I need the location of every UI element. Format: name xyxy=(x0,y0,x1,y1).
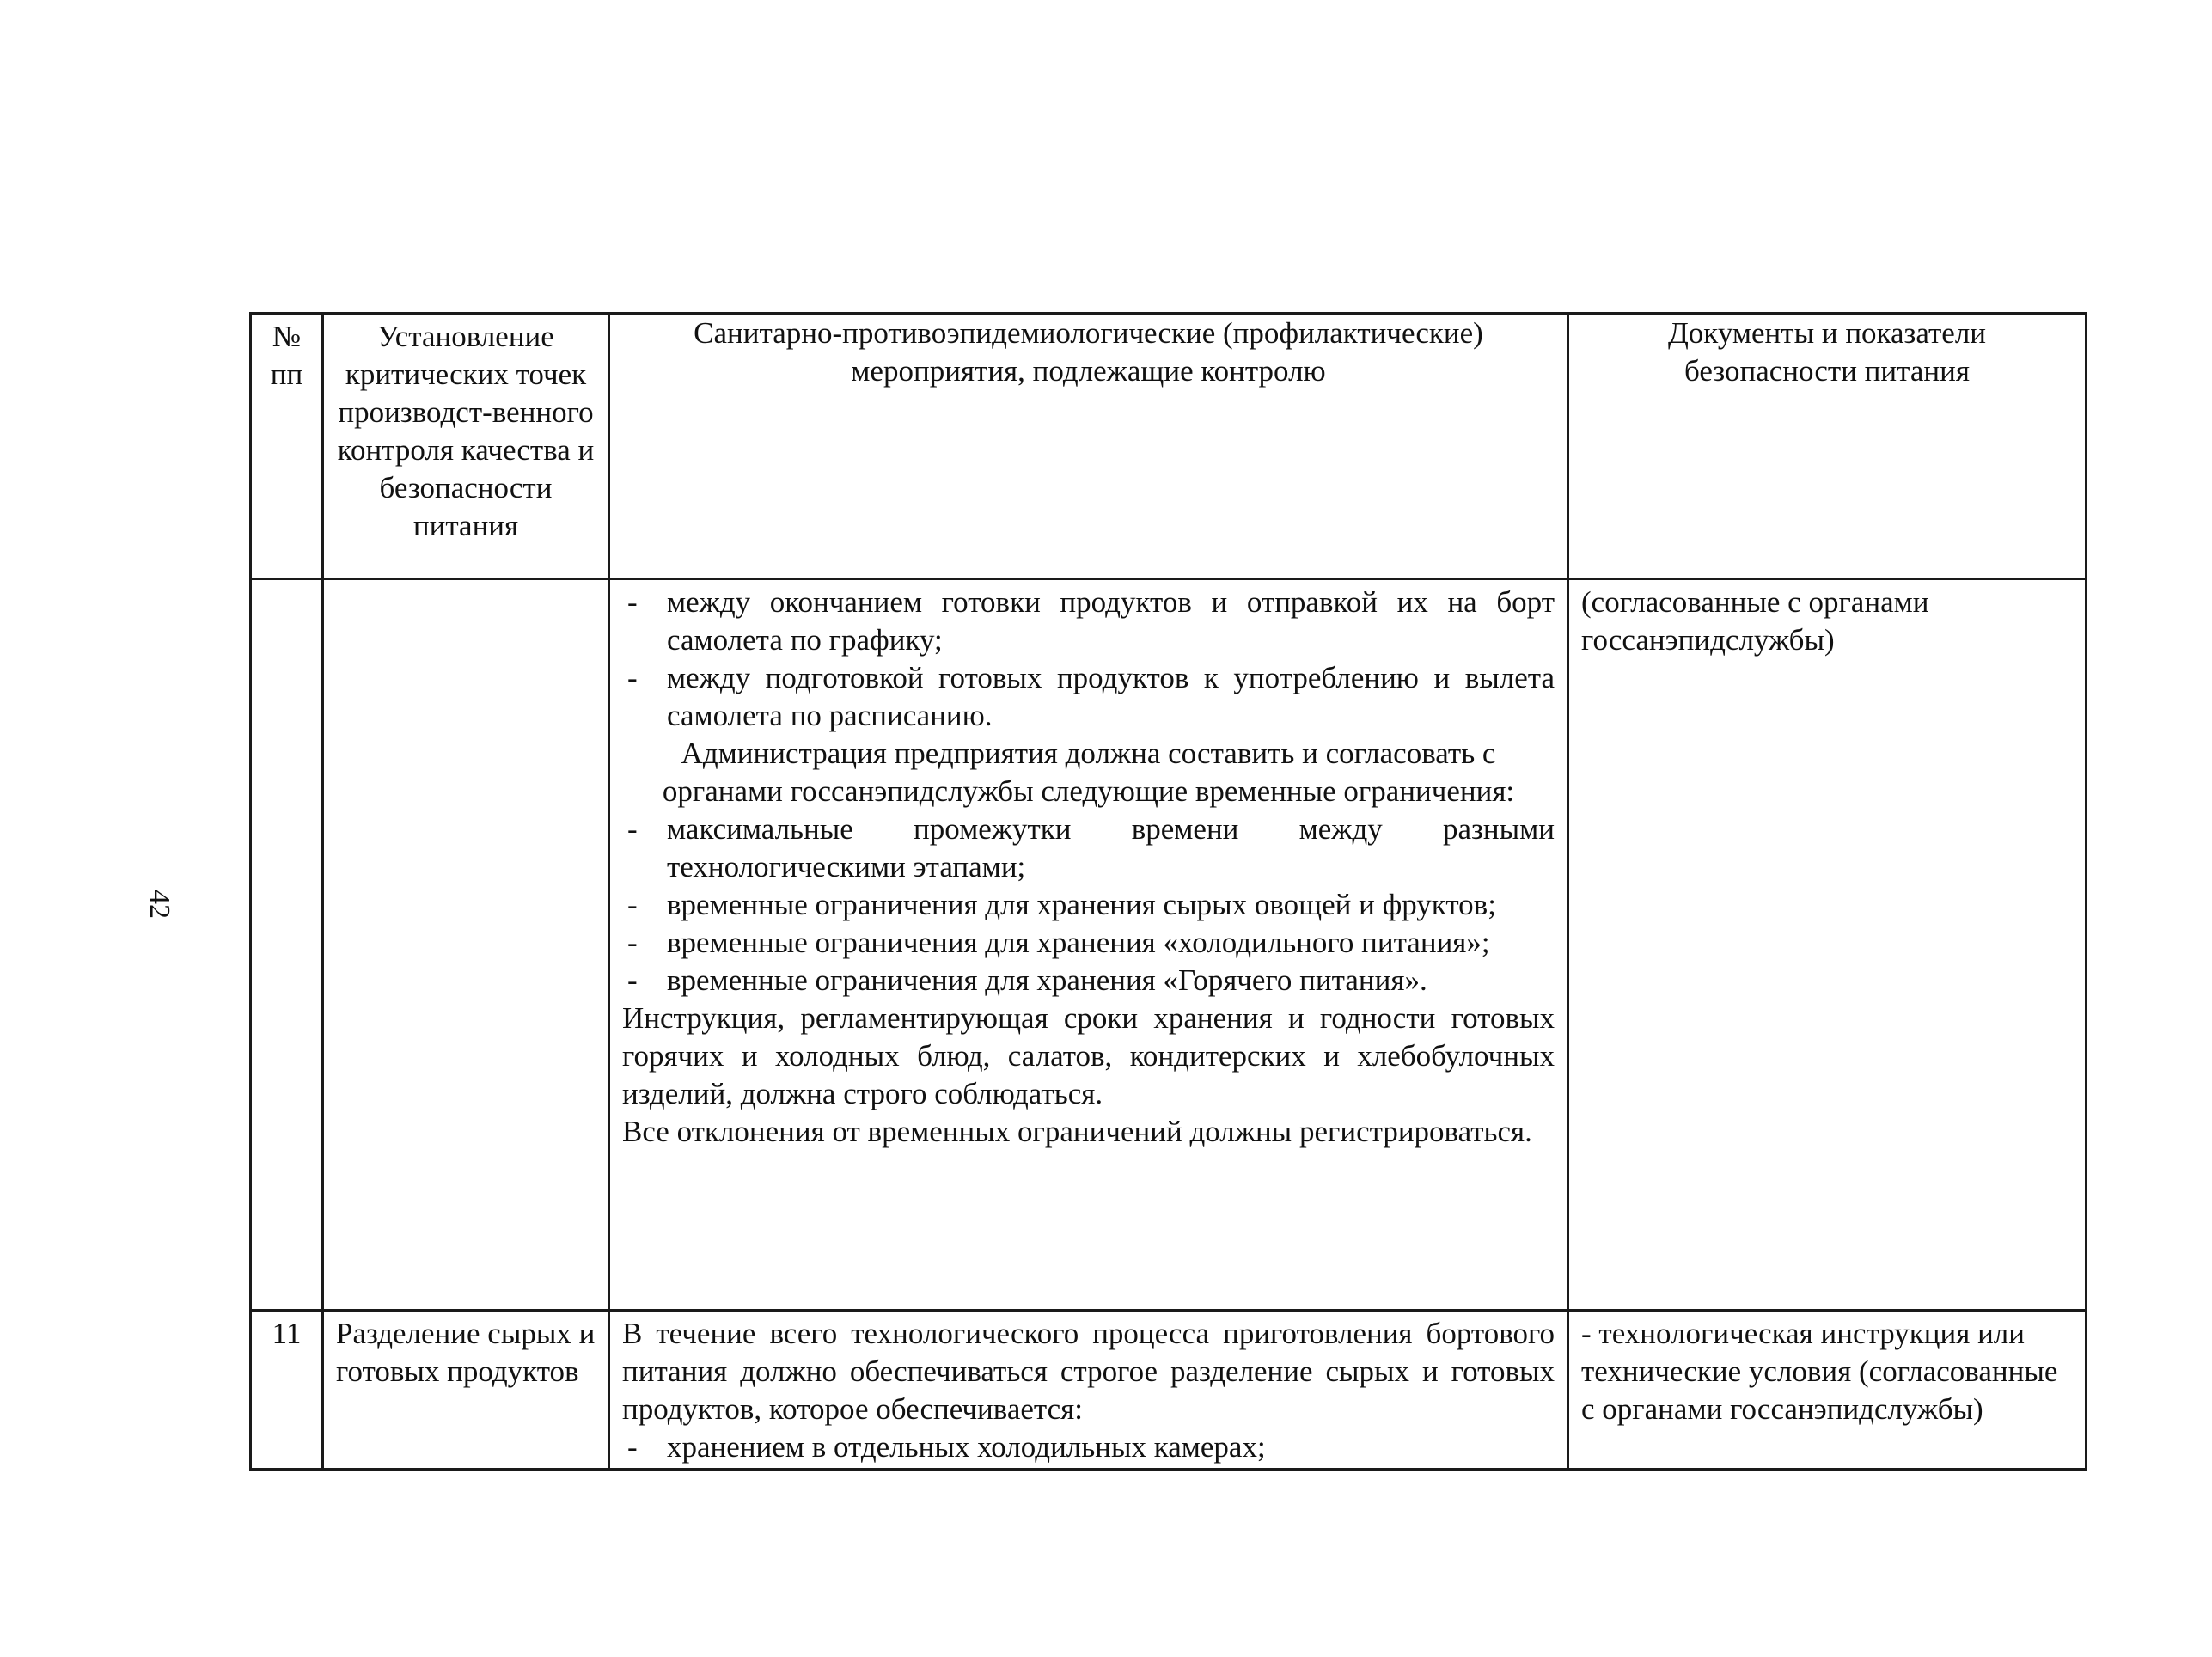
header-number: № пп xyxy=(251,314,323,579)
paragraph: Инструкция, регламентирующая сроки хранения и годности готовых горячих и холодных блюд, салатов, кондитерских и хлебобулочных изделий, должна строго соблюдаться. xyxy=(622,1001,1555,1110)
list-item: - между окончанием готовки продуктов и отправкой их на борт самолета по графику; xyxy=(622,584,1555,659)
list-item: - временные ограничения для хранения «Горячего питания». xyxy=(622,962,1555,1000)
header-measures: Санитарно-противоэпидемиологические (профилактические) мероприятия, подлежащие контролю xyxy=(609,314,1568,579)
page-number: 42 xyxy=(144,890,175,919)
row-number xyxy=(251,579,323,1311)
row-documents: - технологическая инструкция или технические условия (согласованные с органами госсанэпидслужбы) xyxy=(1568,1311,2087,1470)
paragraph: Все отклонения от временных ограничений должны регистрироваться. xyxy=(622,1115,1532,1148)
table-row xyxy=(251,1311,2087,1470)
row-measures xyxy=(609,579,1568,1311)
measures-list xyxy=(622,810,1555,1000)
list-item: - временные ограничения для хранения сырых овощей и фруктов; xyxy=(622,886,1555,924)
measures-list xyxy=(622,584,1555,735)
measures-list xyxy=(622,1428,1555,1466)
table-header-row xyxy=(251,314,2087,579)
list-item: - временные ограничения для хранения «холодильного питания»; xyxy=(622,924,1555,962)
header-critical-points: Установление критических точек производст-венного контроля качества и безопасности питания xyxy=(323,314,609,579)
paragraph: В течение всего технологического процесса приготовления бортового питания должно обеспечиваться строгое разделение сырых и готовых продуктов, которое обеспечивается: xyxy=(622,1317,1555,1426)
row-measures xyxy=(609,1311,1568,1470)
row-critical-point xyxy=(323,579,609,1311)
table-row xyxy=(251,579,2087,1311)
paragraph: Администрация предприятия должна составить и согласовать с органами госсанэпидслужбы следующие временные ограничения: xyxy=(662,737,1515,808)
control-points-table xyxy=(249,312,2087,1471)
list-item: - максимальные промежутки времени между разными технологическими этапами; xyxy=(622,810,1555,886)
row-number: 11 xyxy=(251,1311,323,1470)
list-item: - между подготовкой готовых продуктов к употреблению и вылета самолета по расписанию. xyxy=(622,659,1555,735)
row-documents: (согласованные с органами госсанэпидслужбы) xyxy=(1568,579,2087,1311)
row-critical-point: Разделение сырых и готовых продуктов xyxy=(323,1311,609,1470)
list-item: - хранением в отдельных холодильных камерах; xyxy=(622,1428,1555,1466)
header-documents: Документы и показатели безопасности питания xyxy=(1568,314,2087,579)
